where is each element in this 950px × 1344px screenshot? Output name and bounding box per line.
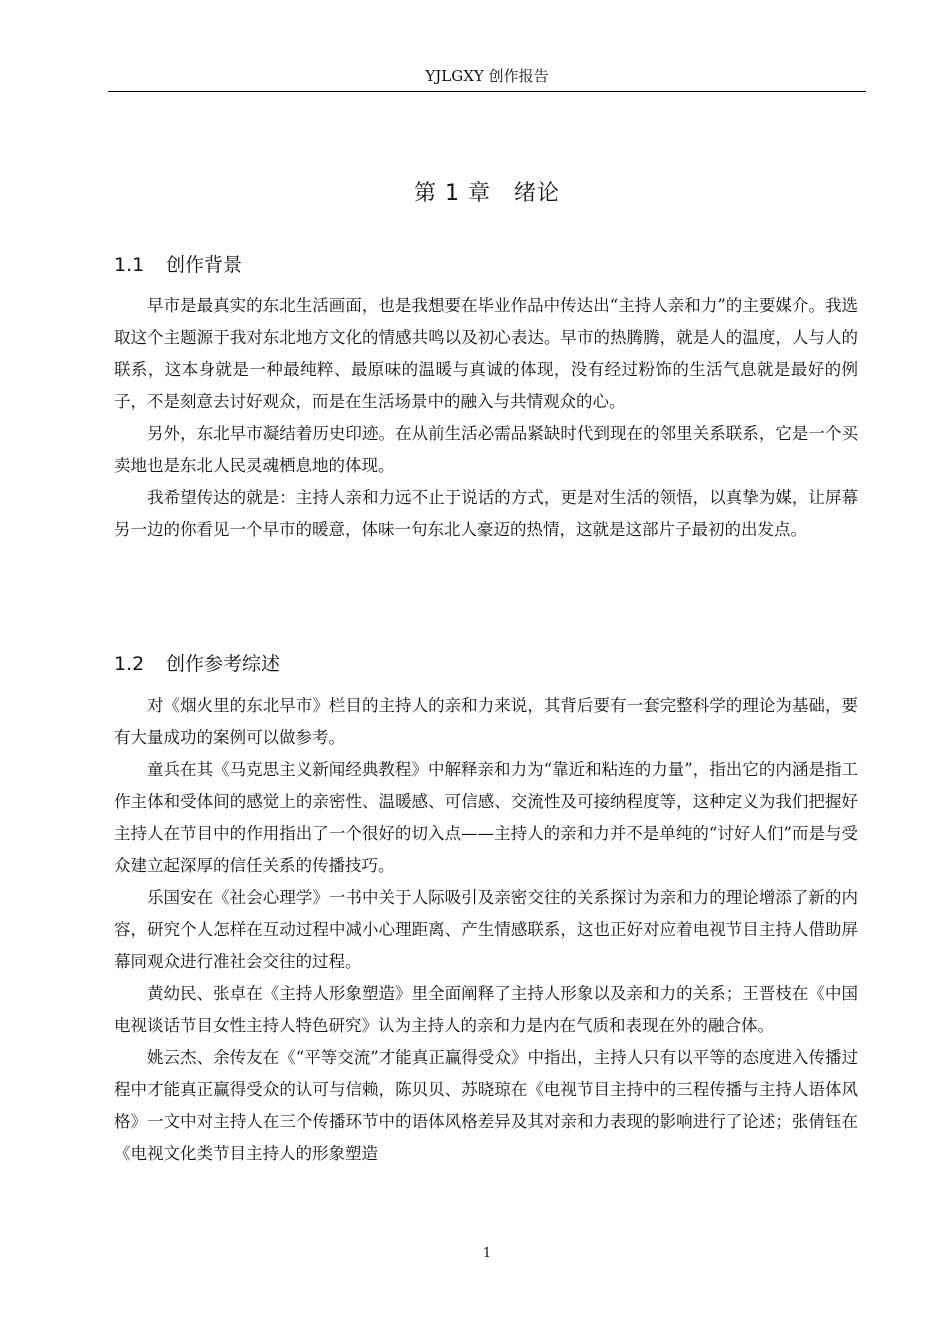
paragraph: 早市是最真实的东北生活画面，也是我想要在毕业作品中传达出“主持人亲和力”的主要媒介。我选取这个主题源于我对东北地方文化的情感共鸣以及初心表达。早市的热腾腾，就是人的温度，人与人的联系，这本身就是一种最纯粹、最原味的温暖与真诚的体现，没有经过粉饰的生活气息就是最好的例子，不是刻意去讨好观众，而是在生活场景中的融入与共情观众的心。 (114, 296, 858, 411)
paragraph: 对《烟火里的东北早市》栏目的主持人的亲和力来说，其背后要有一套完整科学的理论为基础，要有大量成功的案例可以做参考。 (114, 696, 858, 747)
chapter-title: 第 1 章 绪论 (414, 181, 560, 206)
paragraph: 我希望传达的就是：主持人亲和力远不止于说话的方式，更是对生活的领悟，以真挚为媒，让屏幕另一边的你看见一个早市的暖意，体味一句东北人豪迈的热情，这就是这部片子最初的出发点。 (114, 488, 858, 539)
section-heading-1-2 (114, 650, 280, 678)
section-number: 1.1 (114, 254, 145, 276)
section-body-1-1 (114, 290, 858, 546)
paragraph: 另外，东北早市凝结着历史印迹。在从前生活必需品紧缺时代到现在的邻里关系联系，它是一个买卖地也是东北人民灵魂栖息地的体现。 (114, 424, 858, 475)
header-rule (108, 91, 866, 92)
page-number: 1 (482, 1246, 492, 1261)
paragraph: 童兵在其《马克思主义新闻经典教程》中解释亲和力为“靠近和粘连的力量”，指出它的内涵是指工作主体和受体间的感觉上的亲密性、温暖感、可信感、交流性及可接纳程度等，这种定义为我们把握好主持人在节目中的作用指出了一个很好的切入点——主持人的亲和力并不是单纯的“讨好人们”而是与受众建立起深厚的信任关系的传播技巧。 (114, 760, 858, 875)
section-number: 1.2 (114, 653, 145, 675)
paragraph: 姚云杰、余传友在《“平等交流”才能真正赢得受众》中指出，主持人只有以平等的态度进入传播过程中才能真正赢得受众的认可与信赖，陈贝贝、苏晓琼在《电视节目主持中的三程传播与主持人语体风格》一文中对主持人在三个传播环节中的语体风格差异及其对亲和力表现的影响进行了论述；张倩钰在《电视文化类节目主持人的形象塑造 (114, 1048, 858, 1163)
paragraph: 黄幼民、张卓在《主持人形象塑造》里全面阐释了主持人形象以及亲和力的关系；王晋枝在《中国电视谈话节目女性主持人特色研究》认为主持人的亲和力是内在气质和表现在外的融合体。 (114, 984, 858, 1035)
section-body-1-2 (114, 690, 858, 1170)
page-header: YJLGXY 创作报告 (425, 67, 549, 85)
paragraph: 乐国安在《社会心理学》一书中关于人际吸引及亲密交往的关系探讨为亲和力的理论增添了新的内容，研究个人怎样在互动过程中减小心理距离、产生情感联系，这也正好对应着电视节目主持人借助屏幕同观众进行准社会交往的过程。 (114, 888, 858, 971)
section-title: 创作参考综述 (166, 653, 281, 675)
section-title: 创作背景 (166, 254, 243, 276)
section-heading-1-1 (114, 251, 242, 279)
